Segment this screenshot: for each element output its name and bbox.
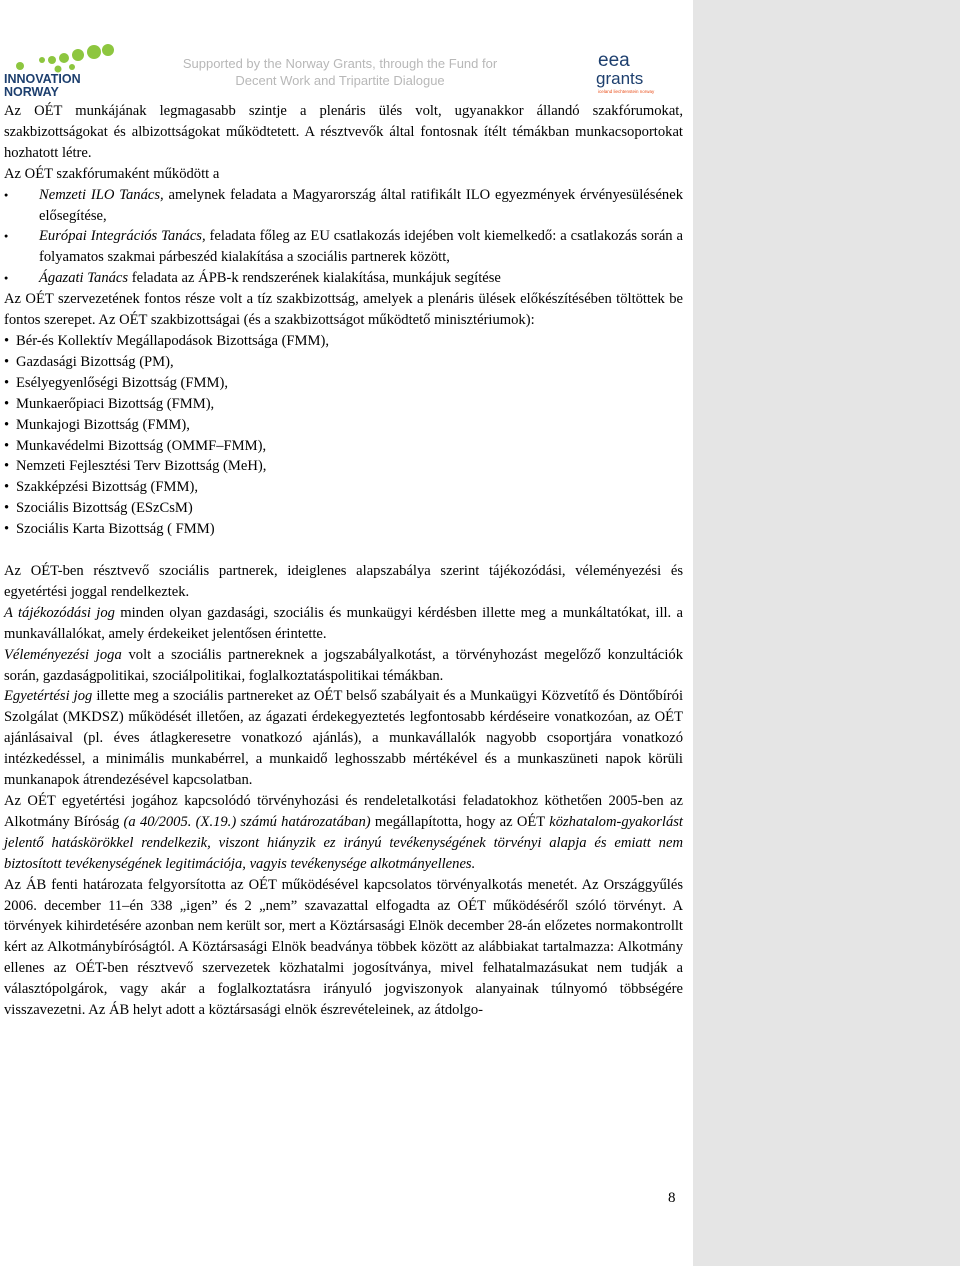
paragraph-text: illette meg a szociális partnereket az OÉT belső szabályait és a Munkaügyi Közvetítő és Döntőbírói Szolgálat (MKDSZ) működését illetően, az ágazati érdekegyeztetés legfontosabb kérdéseire vonatkozóan, az OÉT ajánlásaival (pl. éves átlagkeresetre vonatkozó ajánlás), a munkavállalók nagyobb csoportjára vonatkozó intézkedéssel, a minimális munkabérrel, a munkaidő leghosszabb mértékével és a munkaszüneti napok körüli munkanapok átrendezésével kapcsolatban. <box>4 688 683 789</box>
list-item: • Munkavédelmi Bizottság (OMMF–FMM), <box>4 436 683 457</box>
committee-list <box>4 331 683 540</box>
eea-logo-line2: grants <box>596 69 644 88</box>
list-item: • Bér-és Kollektív Megállapodások Bizottsága (FMM), <box>4 331 683 352</box>
page-number: 8 <box>668 1190 676 1206</box>
eea-logo-line1: eea <box>598 50 630 71</box>
list-item: • Szociális Karta Bizottság ( FMM) <box>4 519 683 540</box>
forum-text: amelynek feladata a Magyarország által ratifikált ILO egyezmények érvényesülésének elősegítése, <box>39 186 683 224</box>
logo-line1: INNOVATION <box>4 72 81 86</box>
list-item: • Esélyegyenlőségi Bizottság (FMM), <box>4 373 683 394</box>
forum-name: Európai Integrációs Tanács, <box>39 228 206 245</box>
term-italic: A tájékozódási jog <box>4 604 115 621</box>
list-item: • Munkajogi Bizottság (FMM), <box>4 415 683 436</box>
comment-margin-pane <box>693 0 960 1266</box>
header-line1: Supported by the Norway Grants, through the Fund for <box>182 56 498 71</box>
ruling-italic: közhatalom-gyakorlást jelentő hatáskörökkel rendelkezik, viszont hiányzik ez irányú tevékenységének törvényi alapja és emiatt nem biztosított tevékenységének legitimációja, vagyis tevékenysége alkotmányellenes. <box>4 813 683 872</box>
paragraph-text: megállapította, hogy az OÉT <box>370 813 550 830</box>
term-italic: Egyetértési jog <box>4 688 93 705</box>
paragraph-text: minden olyan gazdasági, szociális és munkaügyi kérdésben illette meg a munkáltatókat, ill. a munkavállalókat, amely érdekeiket jelentősen érintette. <box>4 604 684 642</box>
eea-logo-tagline: iceland liechtenstein norway <box>598 89 655 94</box>
forum-name: Ágazati Tanács <box>39 270 129 287</box>
list-item <box>4 268 683 289</box>
list-item: • Gazdasági Bizottság (PM), <box>4 352 683 373</box>
list-item: • Munkaerőpiaci Bizottság (FMM), <box>4 394 683 415</box>
citation-italic: (a 40/2005. (X.19.) számú határozatában) <box>123 813 371 830</box>
forum-list <box>4 185 683 290</box>
forum-name: Nemzeti ILO Tanács, <box>39 186 164 203</box>
paragraph-4: Az OÉT-ben résztvevő szociális partnerek, ideiglenes alapszabálya szerint tájékozódási, véleményezési és egyetértési joggal rendelkeztek. <box>4 563 683 600</box>
list-item: • Szakképzési Bizottság (FMM), <box>4 477 683 498</box>
paragraph-text: volt a szociális partnereknek a jogszabályalkotást, a törvényhozást megelőző konzultációk során, gazdaságpolitikai, szociálpolitikai, foglalkoztatáspolitikai témákban. <box>4 646 683 684</box>
paragraph-8 <box>4 791 683 875</box>
paragraph-3: Az OÉT szervezetének fontos része volt a tíz szakbizottság, amelyek a plenáris ülések előkészítésében töltöttek be fontos szerepet. Az OÉT szakbizottságai (és a szakbizottságot működtető minisztériumok): <box>4 291 683 329</box>
forum-text: feladata az ÁPB-k rendszerének kialakítása, munkájuk segítése <box>128 270 501 287</box>
paragraph-text: Az OÉT egyetértési jogához kapcsolódó törvényhozási és rendeletalkotási feladatokhoz köthetően 2005-ben az Alkotmány Bíróság <box>4 793 683 830</box>
list-item: • Szociális Bizottság (ESzCsM) <box>4 498 683 519</box>
paragraph-6 <box>4 645 683 687</box>
header-caption <box>150 55 530 89</box>
page-header <box>0 38 693 98</box>
document-body <box>4 101 683 1021</box>
paragraph-2: Az OÉT szakfórumaként működött a <box>4 165 220 182</box>
eea-grants-logo <box>592 44 662 96</box>
paragraph-5 <box>4 603 683 645</box>
paragraph-7 <box>4 686 683 791</box>
paragraph-1: Az OÉT munkájának legmagasabb szintje a plenáris ülés volt, ugyanakkor állandó szakfórumokat, szakbizottságokat és albizottságokat működtetett. A résztvevők által fontosnak ítélt témákban munkacsoportokat hozhatott létre. <box>4 103 683 161</box>
list-item: • Nemzeti Fejlesztési Terv Bizottság (MeH), <box>4 456 683 477</box>
blank-line <box>4 540 683 561</box>
forum-text: feladata főleg az EU csatlakozás idejében volt kiemelkedő: a csatlakozás során a folyamatos szakmai párbeszéd kialakítása a szociális partnerek között, <box>39 228 683 266</box>
list-item <box>4 226 683 268</box>
innovation-norway-logo <box>2 42 122 98</box>
logo-line2: NORWAY <box>4 85 59 98</box>
list-item <box>4 185 683 227</box>
paragraph-9: Az ÁB fenti határozata felgyorsította az OÉT működésével kapcsolatos törvényalkotás menetét. Az Országgyűlés 2006. december 11–én 338 „igen” és 2 „nem” szavazattal elfogadta az OÉT működéséről szóló törvényt. A törvények kihirdetésére azonban nem került sor, mert a Köztársasági Elnök december 28-án előzetes normakontrollt kért az Alkotmánybíróságtól. A Köztársasági Elnök beadványa többek között az alábbiakat tartalmazza: Alkotmány ellenes az OÉT-ben résztvevő szervezetek közhatalmi jogosítványa, mivel felhatalmazásukat nem tudják a választópolgárok, vagy akár a foglalkoztatásra irányuló jogviszonyok alanyainak túlnyomó többségére visszavezetni. Az ÁB helyt adott a köztársasági elnök észrevételeinek, az átdolgo- <box>4 876 683 1019</box>
header-line2: Decent Work and Tripartite Dialogue <box>235 73 445 88</box>
term-italic: Véleményezési joga <box>4 646 122 663</box>
logo-dots-icon <box>16 44 114 73</box>
